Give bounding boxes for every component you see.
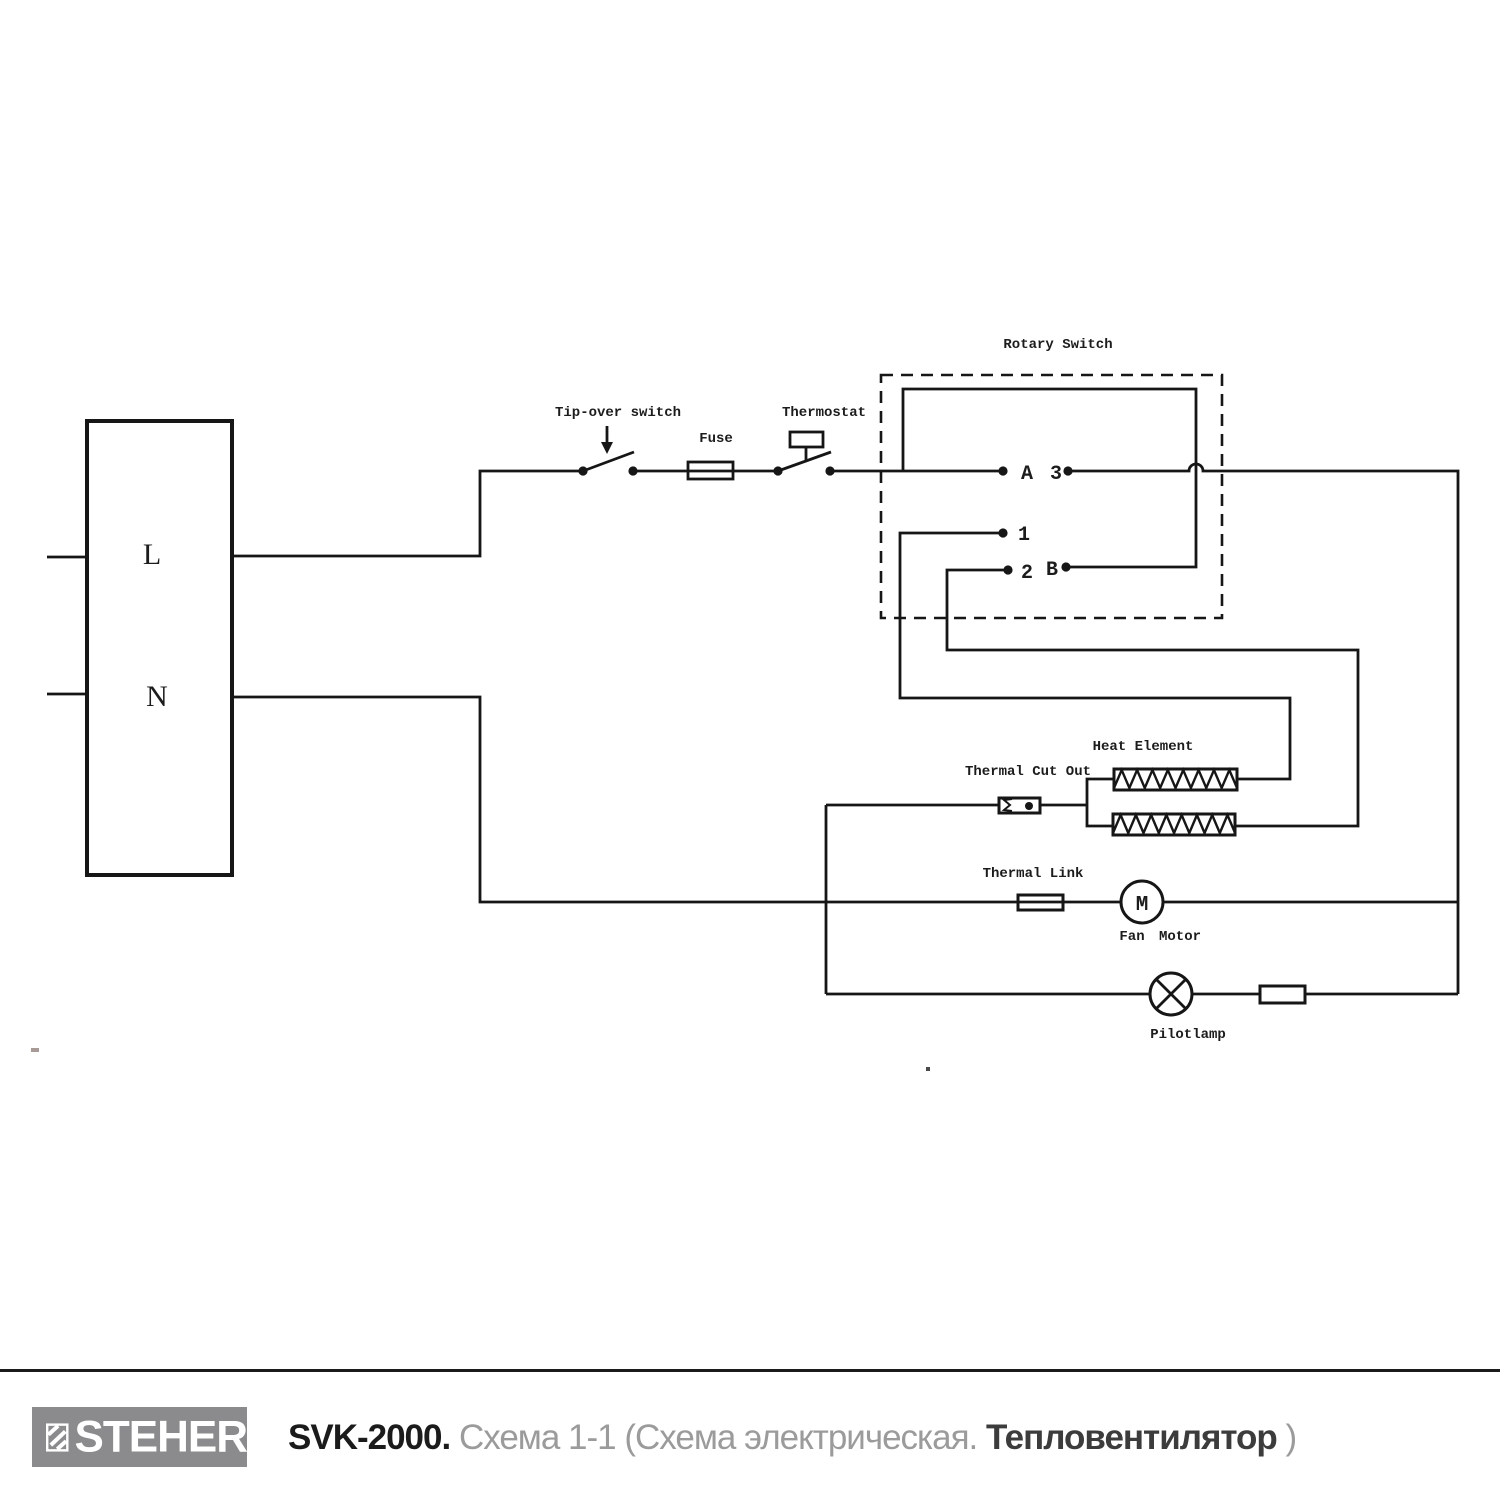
thermostat-dot-right [825,466,834,475]
contact-a-dot [998,466,1007,475]
contact-dots [578,466,1072,810]
thermostat-label: Thermostat [781,405,867,421]
thermal-cut-out-glyph [1004,799,1012,811]
thermostat-lever [778,452,831,471]
scan-speck-center [926,1067,930,1071]
tip-over-switch-lever [583,452,634,471]
tip-over-dot-right [628,466,637,475]
fuse-label: Fuse [699,431,733,447]
brand-name: STEHER [74,1411,247,1462]
contact-1-label: 1 [1017,524,1031,547]
thermostat-dot-left [773,466,782,475]
thermal-cut-out-dot [1025,802,1033,810]
tip-over-dot-left [578,466,587,475]
heat-element-label: Heat Element [1092,739,1194,755]
tip-over-switch-label: Tip-over switch [554,405,682,421]
caption-subtitle: Схема 1-1 (Схема электрическая. [450,1418,986,1457]
heat-element-upper-zigzag [1114,770,1237,788]
contact-b-dot [1061,562,1070,571]
live-wire [232,471,583,556]
heat-element-lower-zigzag [1113,815,1235,833]
terminal-n-label: N [146,680,168,713]
fan-label: Fan [1119,929,1145,945]
scan-speck-left [31,1048,39,1052]
contact-2-dot [1003,565,1012,574]
steher-logo [32,1407,247,1467]
tip-over-arrow-head [601,442,613,454]
caption [288,1418,1296,1458]
neutral-fan-motor-wire [232,697,1458,902]
pilot-lamp-label: Pilotlamp [1150,1027,1226,1043]
thermal-link-label: Thermal Link [982,866,1084,882]
heat-element-branch [1087,779,1114,826]
terminal-l-label: L [142,538,162,571]
thermostat-body [790,432,823,447]
pilot-lamp-resistor [1260,986,1305,1003]
contact-a-label: A [1020,463,1034,486]
steher-logo-mark-icon [46,1420,69,1455]
caption-product: Тепловентилятор [986,1418,1277,1457]
contact-2-label: 2 [1020,562,1034,585]
fan-motor-m: M [1135,894,1149,917]
caption-model: SVK-2000. [288,1418,451,1457]
contact-3-label: 3 [1049,463,1063,486]
contact-b-label: B [1045,559,1059,582]
thermal-cut-out-label: Thermal Cut Out [964,764,1092,780]
caption-close: ) [1276,1418,1297,1457]
footer-divider [0,1369,1500,1372]
terminal-box [87,421,232,875]
motor-label: Motor [1158,929,1202,945]
contact-3-dot [1063,466,1072,475]
rotary-switch-label: Rotary Switch [1003,337,1113,353]
contact-1-dot [998,528,1007,537]
